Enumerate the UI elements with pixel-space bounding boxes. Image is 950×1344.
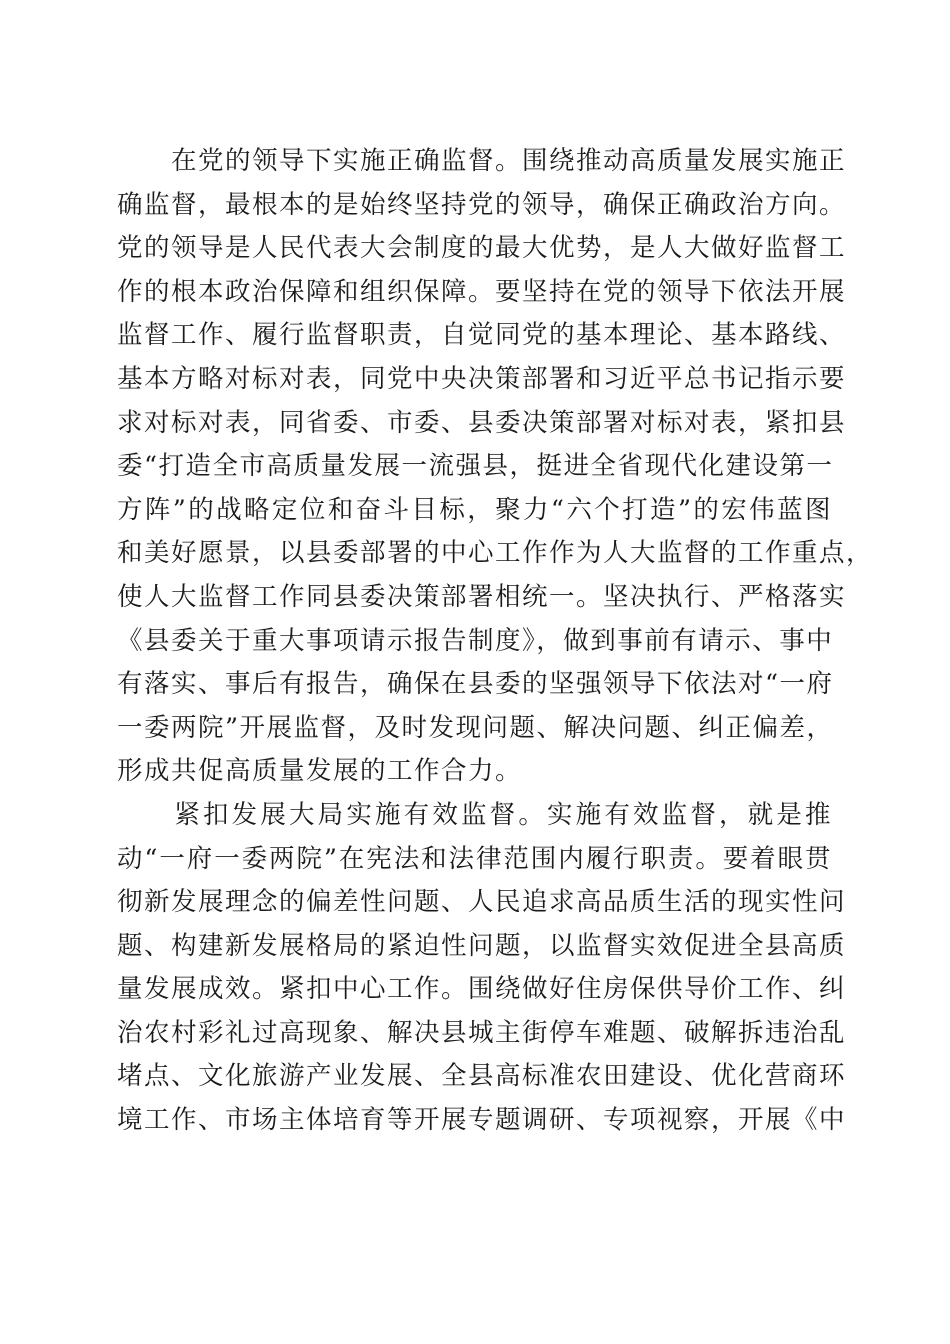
paragraph-line: 基本方略对标对表，同党中央决策部署和习近平总书记指示要: [117, 363, 847, 394]
paragraph-line: 题、构建新发展格局的紧迫性问题，以监督实效促进全县高质: [117, 930, 847, 961]
paragraph-line: 一委两院”开展监督，及时发现问题、解决问题、纠正偏差，: [117, 712, 834, 743]
paragraph-line: 在党的领导下实施正确监督。围绕推动高质量发展实施正: [117, 146, 847, 176]
paragraph-line: 形成共促高质量发展的工作合力。: [117, 756, 523, 787]
paragraph-line: 量发展成效。紧扣中心工作。围绕做好住房保供导价工作、纠: [117, 974, 847, 1005]
paragraph-line: 使人大监督工作同县委决策部署相统一。坚决执行、严格落实: [117, 581, 847, 612]
paragraph-line: 动“一府一委两院”在宪法和法律范围内履行职责。要着眼贯: [117, 843, 832, 874]
paragraph-line: 《县委关于重大事项请示报告制度》，做到事前有请示、事中: [117, 625, 834, 656]
paragraph-line: 治农村彩礼过高现象、解决县城主街停车难题、破解拆违治乱: [117, 1017, 847, 1048]
paragraph-line: 和美好愿景，以县委部署的中心工作作为人大监督的工作重点，: [117, 538, 874, 569]
paragraph-line: 有落实、事后有报告，确保在县委的坚强领导下依法对“一府: [117, 669, 834, 700]
paragraph-line: 委“打造全市高质量发展一流强县，挺进全省现代化建设第一: [117, 451, 834, 482]
paragraph-leadership-supervision: [117, 140, 874, 794]
paragraph-line: 作的根本政治保障和组织保障。要坚持在党的领导下依法开展: [117, 276, 847, 307]
paragraph-line: 境工作、市场主体培育等开展专题调研、专项视察，开展《中: [117, 1105, 847, 1136]
document-body: [117, 140, 874, 1143]
paragraph-line: 堵点、文化旅游产业发展、全县高标准农田建设、优化营商环: [117, 1061, 847, 1092]
paragraph-line: 党的领导是人民代表大会制度的最大优势，是人大做好监督工: [117, 233, 847, 264]
paragraph-line: 监督工作、履行监督职责，自觉同党的基本理论、基本路线、: [117, 320, 847, 351]
paragraph-line: 彻新发展理念的偏差性问题、人民追求高品质生活的现实性问: [117, 887, 847, 918]
paragraph-line: 紧扣发展大局实施有效监督。实施有效监督，就是推: [117, 799, 832, 830]
paragraph-line: 方阵”的战略定位和奋斗目标，聚力“六个打造”的宏伟蓝图: [117, 494, 832, 525]
paragraph-line: 求对标对表，同省委、市委、县委决策部署对标对表，紧扣县: [117, 407, 847, 438]
paragraph-line: 确监督，最根本的是始终坚持党的领导，确保正确政治方向。: [117, 189, 847, 220]
paragraph-development-supervision: [117, 794, 847, 1143]
